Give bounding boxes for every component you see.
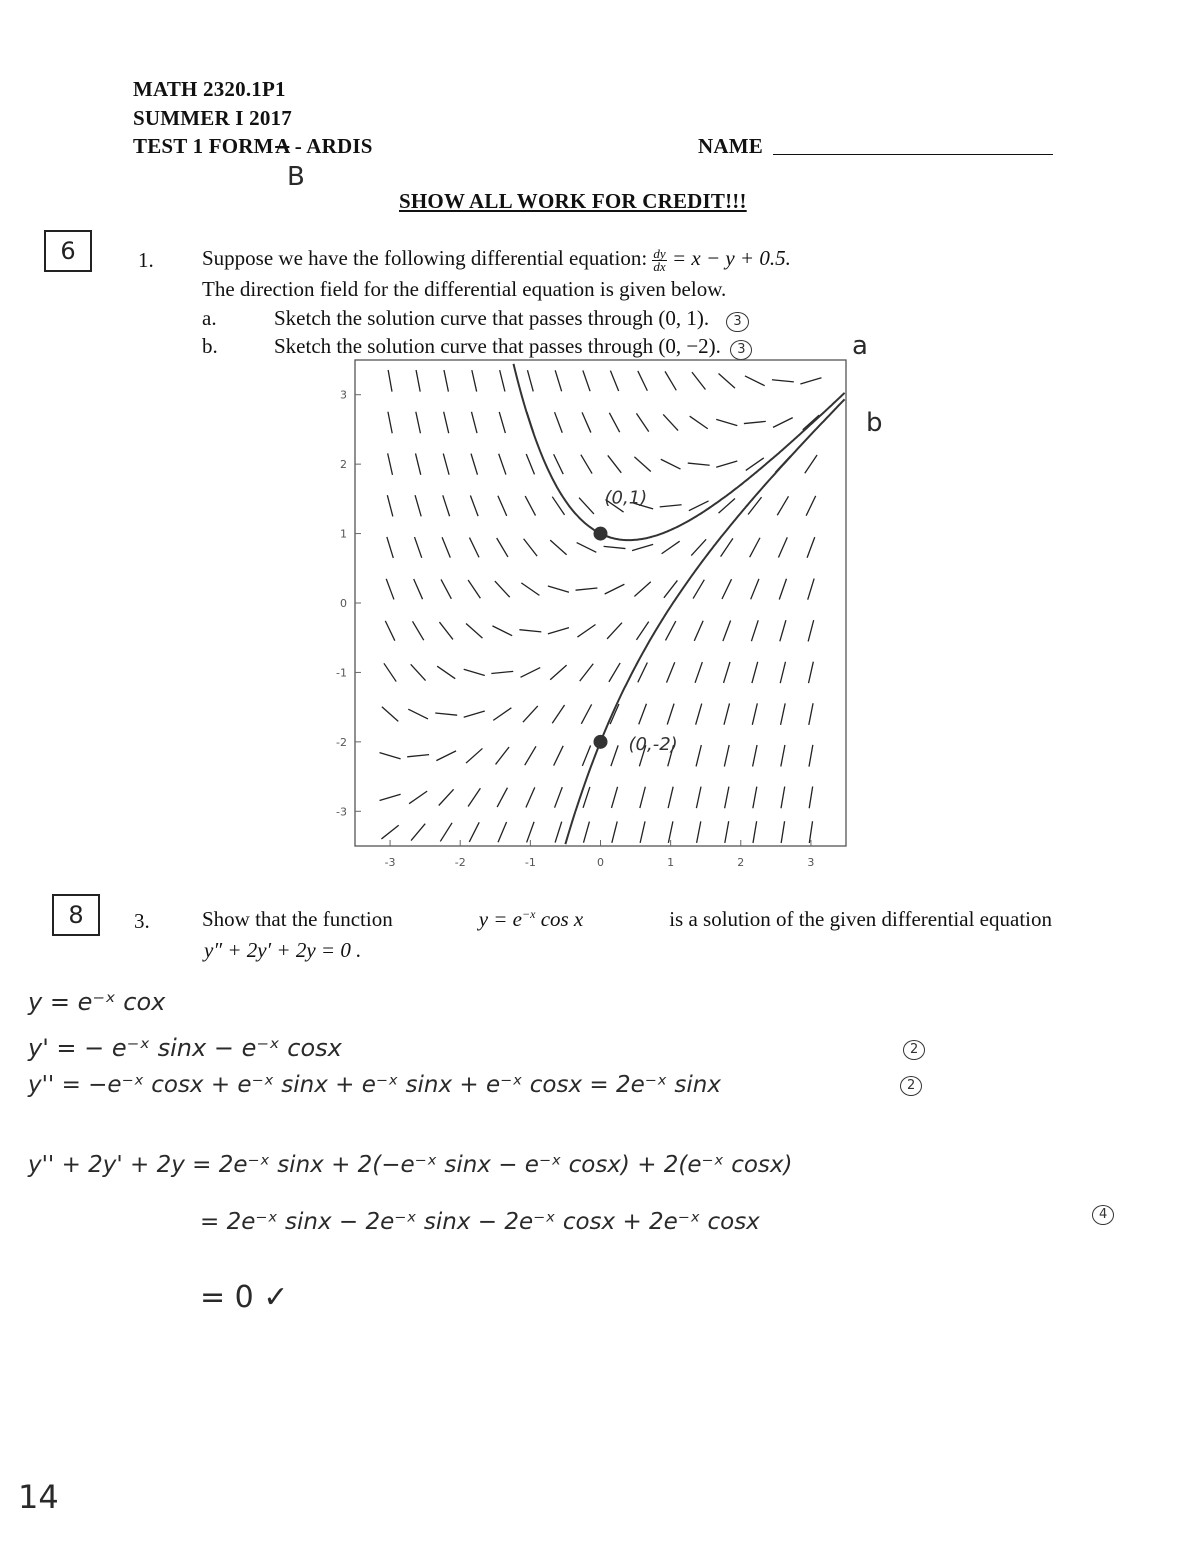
work-line-3: y'' = −e⁻ˣ cosx + e⁻ˣ sinx + e⁻ˣ sinx + e⁻ˣ cosx = 2e⁻ˣ sinx xyxy=(28,1072,721,1098)
slope-segment xyxy=(471,412,477,433)
part-a-points: 3 xyxy=(726,312,748,332)
frac-num: dy xyxy=(653,245,666,261)
slope-segment xyxy=(583,370,590,391)
part-b-label: b. xyxy=(202,334,218,358)
slope-segment xyxy=(632,544,653,550)
test-title xyxy=(133,134,373,159)
slope-segment xyxy=(468,580,480,598)
slope-segment xyxy=(719,374,735,389)
problem-3-number: 3. xyxy=(134,909,150,933)
work-line-1: y = e⁻ˣ cox xyxy=(28,988,166,1016)
slope-segment xyxy=(498,822,507,842)
slope-segment xyxy=(576,588,598,590)
slope-segment xyxy=(612,821,617,842)
slope-segment xyxy=(609,413,619,432)
slope-segment xyxy=(416,370,420,392)
slope-segment xyxy=(611,787,617,808)
slope-segment xyxy=(470,495,478,516)
slope-segment xyxy=(387,537,393,558)
slope-segment xyxy=(527,822,534,843)
initial-point-a xyxy=(594,527,608,541)
slope-segment xyxy=(408,709,428,719)
test-suffix: - ARDIS xyxy=(294,134,373,158)
slope-segment xyxy=(411,664,426,680)
derivative-fraction xyxy=(652,245,666,274)
slope-segment xyxy=(745,376,765,386)
slope-segment xyxy=(381,825,398,839)
problem-3-text1: Show that the function xyxy=(202,907,393,931)
slope-segment xyxy=(781,787,785,809)
slope-segment xyxy=(694,621,703,641)
term: SUMMER I 2017 xyxy=(133,106,292,130)
slope-segment xyxy=(778,537,787,557)
problem-3-de: y″ + 2y′ + 2y = 0 . xyxy=(204,938,362,962)
slope-segment xyxy=(491,671,513,673)
slope-segment xyxy=(555,370,561,391)
func-cos: cos x xyxy=(540,907,584,931)
slope-segment xyxy=(688,463,710,465)
slope-segment xyxy=(634,457,650,472)
slope-segment xyxy=(696,745,701,766)
problem-1-intro: Suppose we have the following differential equation: xyxy=(202,246,648,270)
slope-segment xyxy=(555,787,563,808)
score-value-3: 8 xyxy=(68,901,84,929)
slope-segment xyxy=(555,412,563,433)
score-box-1 xyxy=(44,230,92,272)
y-tick-label: -1 xyxy=(336,666,347,680)
problem-1-line2: The direction field for the differential equation is given below. xyxy=(202,277,727,301)
initial-point-b xyxy=(594,735,608,749)
slope-segment xyxy=(724,745,729,766)
slope-segment xyxy=(495,581,510,597)
slope-segment xyxy=(725,787,729,809)
slope-segment xyxy=(695,662,702,683)
slope-segment xyxy=(436,751,456,761)
slope-segment xyxy=(469,538,479,558)
slope-segment xyxy=(668,787,673,808)
slope-segment xyxy=(415,453,420,474)
slope-segment xyxy=(607,623,622,639)
slope-segment xyxy=(753,745,757,767)
slope-segment xyxy=(640,821,645,842)
direction-field-chart xyxy=(320,352,860,872)
slope-segment xyxy=(809,787,812,809)
slope-segment xyxy=(386,579,394,600)
x-tick-label: 2 xyxy=(737,856,745,869)
slope-segment xyxy=(604,546,626,548)
slope-segment xyxy=(808,620,814,641)
slope-segment xyxy=(696,787,701,809)
slope-segment xyxy=(525,746,536,765)
slope-segment xyxy=(435,713,457,715)
slope-segment xyxy=(548,628,569,634)
slope-segment xyxy=(751,620,758,641)
work-line-2-points: 2 xyxy=(903,1040,925,1060)
slope-segment xyxy=(724,703,730,724)
slope-segment xyxy=(411,824,425,841)
slope-segment xyxy=(636,622,648,640)
slope-segment xyxy=(667,704,674,725)
slope-segment xyxy=(519,630,541,632)
slope-segment xyxy=(696,704,702,725)
slope-segment xyxy=(520,668,540,678)
slope-segment xyxy=(665,621,675,640)
slope-segment xyxy=(611,745,618,766)
slope-segment xyxy=(809,662,814,683)
slope-segment xyxy=(527,370,533,391)
y-tick-label: -2 xyxy=(336,735,347,749)
point-label-a: (0,1) xyxy=(604,487,648,509)
slope-segment xyxy=(697,821,701,843)
slope-segment xyxy=(555,822,562,843)
slope-segment xyxy=(577,625,595,638)
slope-segment xyxy=(442,537,450,557)
slope-segment xyxy=(748,497,761,514)
problem-3-text2: is a solution of the given differential equation xyxy=(669,907,1052,931)
slope-segment xyxy=(526,787,535,807)
slope-segment xyxy=(583,787,590,808)
problem-1-line1 xyxy=(202,246,791,273)
slope-segment xyxy=(750,538,760,557)
margin-note-b: b xyxy=(866,408,883,438)
slope-segment xyxy=(387,495,393,516)
work-line-5: = 2e⁻ˣ sinx − 2e⁻ˣ sinx − 2e⁻ˣ cosx + 2e⁻ˣ cosx xyxy=(200,1209,760,1235)
slope-segment xyxy=(439,789,454,805)
slope-segment xyxy=(721,538,733,556)
problem-1-number: 1. xyxy=(138,248,154,272)
slope-segment xyxy=(550,540,566,555)
slope-segment xyxy=(609,663,620,682)
func-base: y = e xyxy=(478,907,522,931)
score-box-3 xyxy=(52,894,100,936)
slope-segment xyxy=(781,703,786,725)
slope-segment xyxy=(388,370,392,392)
slope-segment xyxy=(380,753,401,759)
solution-curves xyxy=(514,364,845,844)
point-label-b: (0,-2) xyxy=(628,733,678,755)
name-line[interactable] xyxy=(773,154,1053,155)
slope-segment xyxy=(583,822,589,843)
slope-segment xyxy=(444,370,448,392)
slope-segment xyxy=(605,584,625,594)
slope-segment xyxy=(552,705,564,723)
slope-segment xyxy=(382,707,398,722)
slope-segment xyxy=(753,787,757,809)
slope-segment xyxy=(388,453,393,474)
slope-segment xyxy=(552,497,564,515)
frac-den: dx xyxy=(653,258,666,274)
slope-segment xyxy=(472,370,477,391)
slope-segment xyxy=(444,412,449,433)
slope-segment xyxy=(498,496,507,516)
slope-segment xyxy=(725,821,729,843)
slope-segment xyxy=(443,454,449,475)
slope-segment xyxy=(468,788,480,806)
slope-segment xyxy=(780,620,786,641)
slope-segment xyxy=(772,380,794,382)
slope-segment xyxy=(443,495,450,516)
slope-segment xyxy=(577,543,597,553)
name-label: NAME xyxy=(698,134,763,158)
slope-segment xyxy=(660,505,682,507)
slope-segment xyxy=(664,580,677,597)
slope-segment xyxy=(668,821,673,843)
func-exponent: −x xyxy=(522,907,536,921)
slope-segment xyxy=(667,662,675,682)
score-value-1: 6 xyxy=(60,237,76,265)
slope-segment xyxy=(413,621,424,640)
slope-segment xyxy=(548,586,569,592)
slope-segment xyxy=(525,496,535,515)
slope-segment xyxy=(807,537,815,558)
slope-segments xyxy=(380,370,822,843)
slope-segment xyxy=(441,579,451,598)
slope-segment xyxy=(466,748,482,763)
slope-segment xyxy=(580,664,593,681)
slope-segment xyxy=(809,821,812,843)
slope-segment xyxy=(724,662,730,683)
problem-3-line1 xyxy=(202,907,1052,932)
slope-segment xyxy=(751,579,759,599)
slope-segment xyxy=(526,454,534,474)
slope-segment xyxy=(415,495,421,516)
slope-segment xyxy=(753,821,757,843)
x-tick-label: -3 xyxy=(384,856,396,869)
instruction: SHOW ALL WORK FOR CREDIT!!! xyxy=(399,189,747,213)
plot-frame xyxy=(355,360,846,846)
slope-segment xyxy=(579,498,594,514)
crossed-form: A xyxy=(275,134,290,158)
part-a-text-content: Sketch the solution curve that passes through (0, 1). xyxy=(274,306,710,330)
equation-rhs: = x − y + 0.5. xyxy=(671,246,791,270)
x-tick-label: 0 xyxy=(597,856,604,869)
work-line-2: y' = − e⁻ˣ sinx − e⁻ˣ cosx xyxy=(28,1034,342,1062)
x-axis-ticks xyxy=(385,840,815,869)
part-a-label: a. xyxy=(202,306,217,330)
slope-segment xyxy=(634,582,650,597)
slope-segment xyxy=(471,454,477,475)
slope-segment xyxy=(610,371,618,391)
slope-segment xyxy=(437,666,455,679)
slope-segment xyxy=(752,662,758,683)
slope-segment xyxy=(492,626,512,636)
slope-segment xyxy=(716,419,737,425)
test-prefix: TEST 1 FORM xyxy=(133,134,274,158)
slope-segment xyxy=(663,414,678,430)
x-tick-label: 1 xyxy=(667,856,675,869)
slope-segment xyxy=(499,412,505,433)
work-line-5-points: 4 xyxy=(1092,1205,1114,1225)
slope-segment xyxy=(781,745,785,767)
slope-segment xyxy=(723,620,731,641)
slope-segment xyxy=(777,496,788,515)
slope-segment xyxy=(415,537,422,558)
slope-segment xyxy=(466,623,482,638)
slope-segment xyxy=(722,579,732,599)
slope-segment xyxy=(638,663,648,683)
problem-3-function xyxy=(479,907,584,932)
slope-segment xyxy=(464,711,485,717)
slope-segment xyxy=(409,791,427,804)
slope-segment xyxy=(716,461,737,467)
y-tick-label: 1 xyxy=(340,527,347,541)
x-tick-label: -1 xyxy=(524,856,536,869)
slope-segment xyxy=(497,538,508,557)
y-tick-label: -3 xyxy=(336,805,347,819)
total-score: 14 xyxy=(18,1478,59,1516)
slope-segment xyxy=(380,794,401,800)
slope-segment xyxy=(639,704,647,725)
slope-segment xyxy=(582,746,590,766)
part-a-text xyxy=(274,306,749,332)
part-b-text-content: Sketch the solution curve that passes through (0, −2). xyxy=(274,334,721,358)
work-line-3-points: 2 xyxy=(900,1076,922,1096)
slope-segment xyxy=(780,662,785,683)
y-tick-label: 3 xyxy=(340,388,347,402)
slope-segment xyxy=(773,418,793,428)
slope-segment xyxy=(384,663,396,681)
slope-segment xyxy=(808,579,814,600)
slope-segment xyxy=(550,665,566,680)
slope-segment xyxy=(662,541,680,554)
corrected-form: B xyxy=(287,162,305,192)
slope-segment xyxy=(497,788,507,807)
slope-segment xyxy=(809,703,813,725)
course-code: MATH 2320.1P1 xyxy=(133,77,286,101)
slope-segment xyxy=(440,823,452,842)
margin-note-a: a xyxy=(852,331,868,361)
part-b-points: 3 xyxy=(730,340,752,360)
slope-segment xyxy=(469,822,479,842)
slope-segment xyxy=(638,371,648,391)
slope-segment xyxy=(523,706,538,722)
slope-segment xyxy=(636,413,648,431)
slope-segment xyxy=(693,580,704,599)
slope-segment xyxy=(781,821,784,843)
y-axis-ticks xyxy=(336,389,361,819)
slope-segment xyxy=(805,455,817,473)
slope-segment xyxy=(752,703,757,724)
slope-segment xyxy=(809,745,813,767)
y-tick-label: 0 xyxy=(340,597,347,610)
slope-segment xyxy=(581,455,592,474)
work-line-4: y'' + 2y' + 2y = 2e⁻ˣ sinx + 2(−e⁻ˣ sinx − e⁻ˣ cosx) + 2(e⁻ˣ cosx) xyxy=(28,1152,793,1178)
slope-segment xyxy=(439,622,452,639)
slope-segment xyxy=(499,454,506,475)
work-line-6: = 0 ✓ xyxy=(200,1280,289,1315)
slope-segment xyxy=(416,412,421,434)
slope-segment xyxy=(690,416,708,429)
slope-segment xyxy=(407,755,429,757)
slope-segment xyxy=(554,454,564,474)
slope-segment xyxy=(661,459,681,469)
x-tick-label: 3 xyxy=(807,856,815,869)
slope-segment xyxy=(691,539,706,555)
y-tick-label: 2 xyxy=(340,458,347,472)
slope-segment xyxy=(800,378,821,384)
solution-curve-b xyxy=(565,399,844,844)
slope-segment xyxy=(524,539,537,556)
slope-segment xyxy=(806,496,816,516)
slope-segment xyxy=(493,708,511,721)
slope-segment xyxy=(388,412,392,434)
slope-segment xyxy=(582,412,591,432)
slope-segment xyxy=(608,455,621,472)
slope-segment xyxy=(554,746,564,766)
slope-segment xyxy=(464,669,485,675)
slope-segment xyxy=(414,579,423,599)
slope-segment xyxy=(744,421,766,423)
slope-segment xyxy=(581,704,591,723)
slope-segment xyxy=(521,583,539,596)
slope-segment xyxy=(500,370,505,391)
slope-segment xyxy=(665,371,676,390)
slope-segment xyxy=(779,579,786,600)
slope-segment xyxy=(496,747,509,764)
slope-segment xyxy=(640,787,646,808)
slope-segment xyxy=(692,372,705,389)
x-tick-label: -2 xyxy=(454,856,466,869)
slope-segment xyxy=(385,621,395,641)
